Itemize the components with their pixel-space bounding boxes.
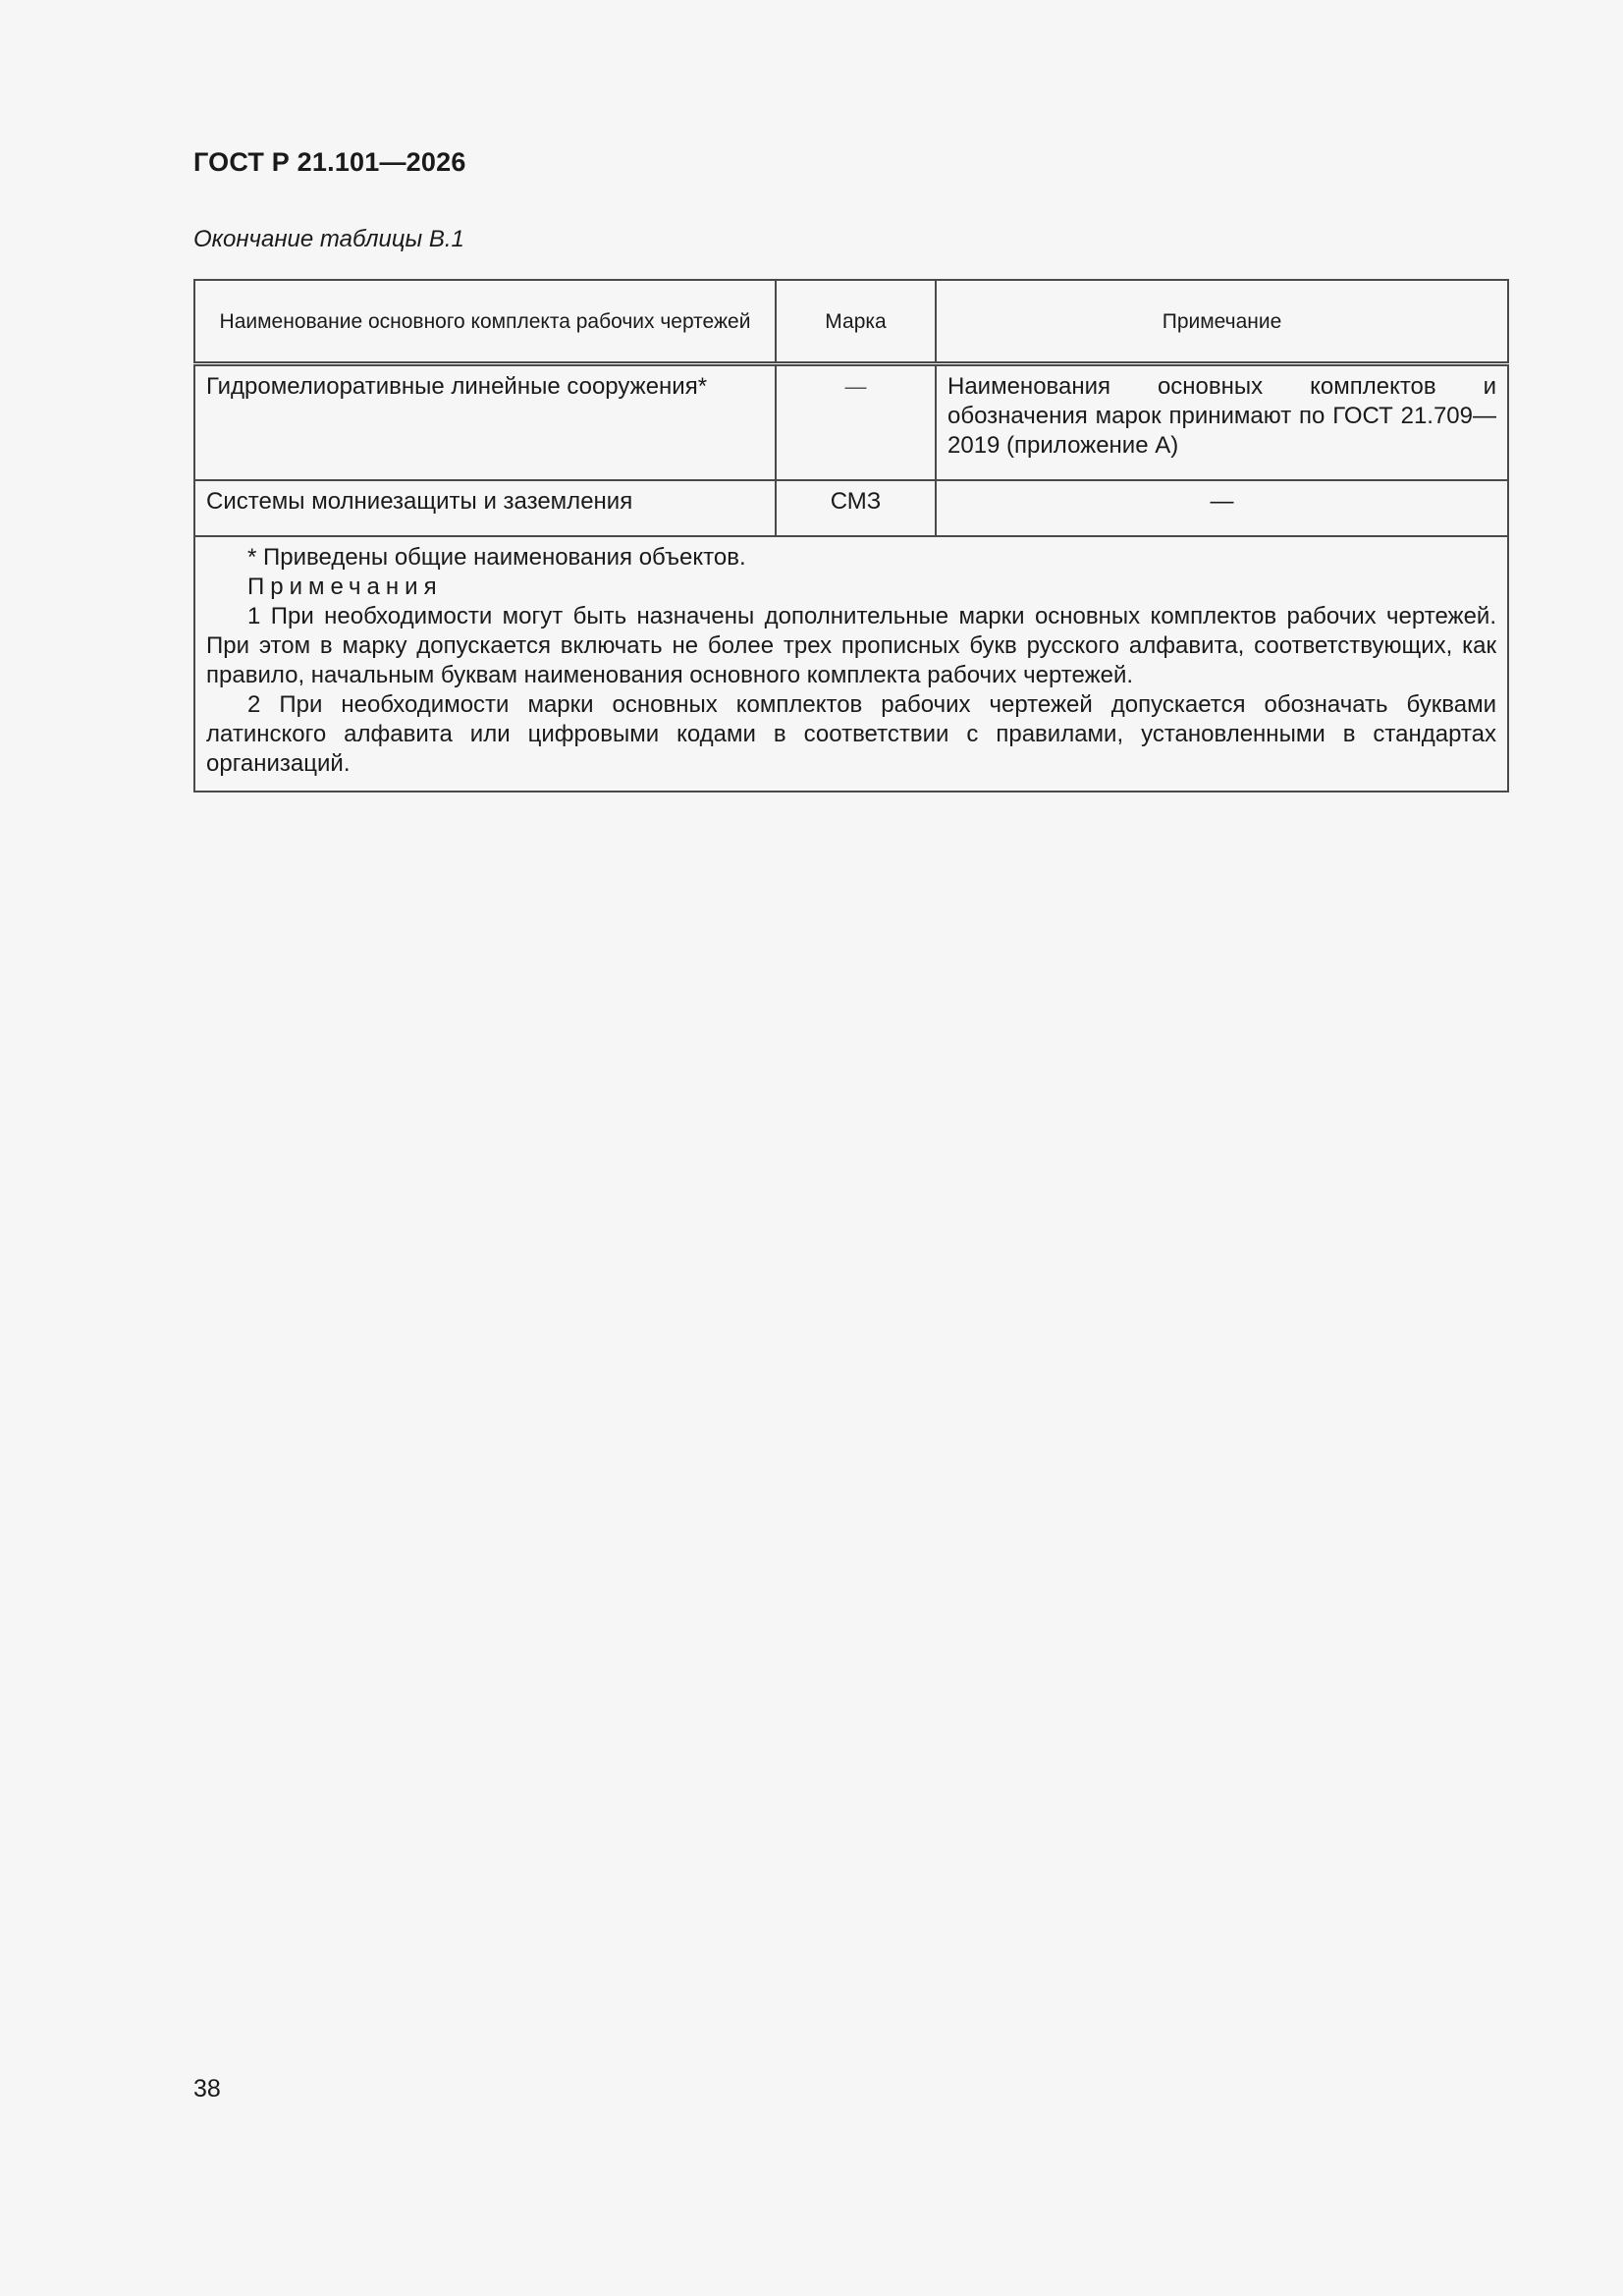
note-item: 2 При необходимости марки основных комплектов рабочих чертежей допускается обозначать буквами латинского алфавита или цифровыми кодами в соответствии с правилами, установленными в стандартах организаций. xyxy=(206,690,1496,777)
table-container xyxy=(193,279,1507,793)
table-footnotes-row xyxy=(194,536,1508,792)
row-name-cell: Системы молниезащиты и заземления xyxy=(194,480,776,536)
column-header-name: Наименование основного комплекта рабочих чертежей xyxy=(194,280,776,364)
main-table xyxy=(193,279,1509,793)
row-mark-cell: — xyxy=(776,364,936,480)
table-footnotes-cell xyxy=(194,536,1508,792)
row-note-cell: — xyxy=(936,480,1508,536)
table-header-row xyxy=(194,280,1508,364)
notes-heading: Примечания xyxy=(247,573,443,600)
document-title: ГОСТ Р 21.101—2026 xyxy=(193,147,466,177)
table-row xyxy=(194,364,1508,480)
table-footnote: * Приведены общие наименования объектов. xyxy=(247,543,746,571)
column-header-mark: Марка xyxy=(776,280,936,364)
page-number: 38 xyxy=(193,2075,221,2103)
row-name-cell: Гидромелиоративные линейные сооружения* xyxy=(194,364,776,480)
row-mark-cell: СМЗ xyxy=(776,480,936,536)
table-row xyxy=(194,480,1508,536)
note-item: 1 При необходимости могут быть назначены дополнительные марки основных комплектов рабочих чертежей. При этом в марку допускается включать не более трех прописных букв русского алфавита, соответствующих, как правило, начальным буквам наименования основного комплекта рабочих чертежей. xyxy=(206,602,1496,688)
table-caption: Окончание таблицы В.1 xyxy=(193,226,464,252)
row-note-cell: Наименования основных комплектов и обозначения марок принимают по ГОСТ 21.709—2019 (приложение А) xyxy=(936,364,1508,480)
column-header-note: Примечание xyxy=(936,280,1508,364)
